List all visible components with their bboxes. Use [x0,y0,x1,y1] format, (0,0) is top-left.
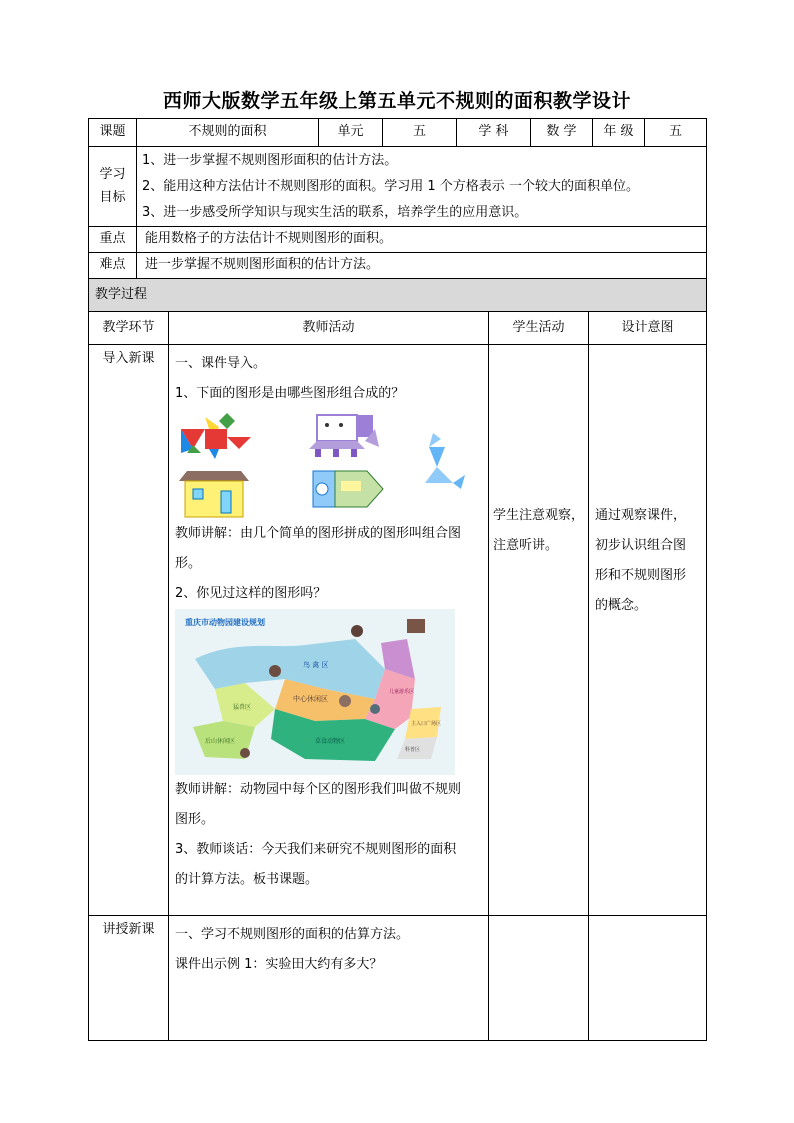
intro-question-2: 2、你见过这样的图形吗？ [175,586,327,601]
process-header: 教学过程 [89,279,707,312]
design-intent-intro [589,345,707,916]
teacher-activity-new-lesson [169,916,489,1041]
map-label-center: 中心休闲区 [293,695,328,703]
intent-line-1: 通过观察课件， [595,508,687,523]
stage-intro: 导入新课 [89,345,169,916]
goals-label-line2: 目标 [99,189,126,205]
intent-line-3: 形和不规则图形 [595,568,687,583]
combined-shapes-figure [175,409,482,519]
goal-item-3: 3、进一步感受所学知识与现实生活的联系，培养学生的应用意识。 [142,204,528,220]
topic-label: 课题 [89,119,137,147]
key-point-label: 重点 [89,227,137,253]
topic-value: 不规则的面积 [137,119,319,147]
unit-label: 单元 [319,119,383,147]
difficulty-text: 进一步掌握不规则图形面积的估计方法。 [137,253,707,279]
teacher-activity-intro [169,345,489,916]
zoo-map-image [175,609,455,775]
tangram-shapes-image [175,409,475,519]
intro-explain-2a: 教师讲解：动物园中每个区的图形我们叫做不规则 [175,782,462,797]
goals-content [137,147,707,227]
subject-value: 数 学 [531,119,593,147]
stage-new-lesson: 讲授新课 [89,916,169,1041]
intro-talk-a: 3、教师谈话：今天我们来研究不规则图形的面积 [175,842,457,857]
map-label-entrance: 主入口广场区 [411,721,442,727]
col-stage-header: 教学环节 [89,312,169,345]
key-point-text: 能用数格子的方法估计不规则图形的面积。 [137,227,707,253]
grade-value: 五 [645,119,707,147]
goals-label-line1: 学习 [99,166,126,182]
intent-line-4: 的概念。 [595,598,648,613]
intro-step-title: 一、课件导入。 [175,356,267,371]
map-label-bird: 鸟 禽 区 [303,661,329,669]
map-label-science: 科普区 [405,747,421,753]
intro-explain-1a: 教师讲解：由几个简单的图形拼成的图形叫组合图 [175,526,462,541]
intro-question-1: 1、下面的图形是由哪些图形组合成的？ [175,386,405,401]
document-title: 西师大版数学五年级上第五单元不规则的面积教学设计 [162,90,631,112]
difficulty-label: 难点 [89,253,137,279]
intro-explain-1b: 形。 [175,556,202,571]
col-intent-header: 设计意图 [589,312,707,345]
intent-line-2: 初步认识组合图 [595,538,687,553]
col-student-header: 学生活动 [489,312,589,345]
zoo-map-figure [175,609,482,775]
map-title: 重庆市动物园建设规划 [185,618,265,627]
student-activity-new-lesson [489,916,589,1041]
grade-label: 年 级 [593,119,645,147]
student-line-1: 学生注意观察， [493,508,585,523]
goals-label [89,147,137,227]
subject-label: 学 科 [457,119,531,147]
map-label-children: 儿童游乐区 [389,689,415,695]
lesson-step-title: 一、学习不规则图形的面积的估算方法。 [175,927,410,942]
intro-explain-2b: 图形。 [175,812,215,827]
goal-item-1: 1、进一步掌握不规则图形面积的估计方法。 [142,152,398,168]
map-label-beast: 猛兽区 [233,704,252,711]
student-activity-intro [489,345,589,916]
process-table [88,278,707,1041]
map-label-herbivore: 草食动物区 [315,738,346,745]
lesson-example-1: 课件出示例 1：实验田大约有多大？ [175,957,383,972]
col-teacher-header: 教师活动 [169,312,489,345]
map-label-backhill: 后山休闲区 [205,738,236,745]
student-line-2: 注意听讲。 [493,538,559,553]
unit-value: 五 [383,119,457,147]
info-table [88,118,707,279]
goal-item-2: 2、能用这种方法估计不规则图形的面积。学习用 1 个方格表示 一个较大的面积单位。 [142,178,639,194]
intro-talk-b: 的计算方法。板书课题。 [175,872,319,887]
design-intent-new-lesson [589,916,707,1041]
